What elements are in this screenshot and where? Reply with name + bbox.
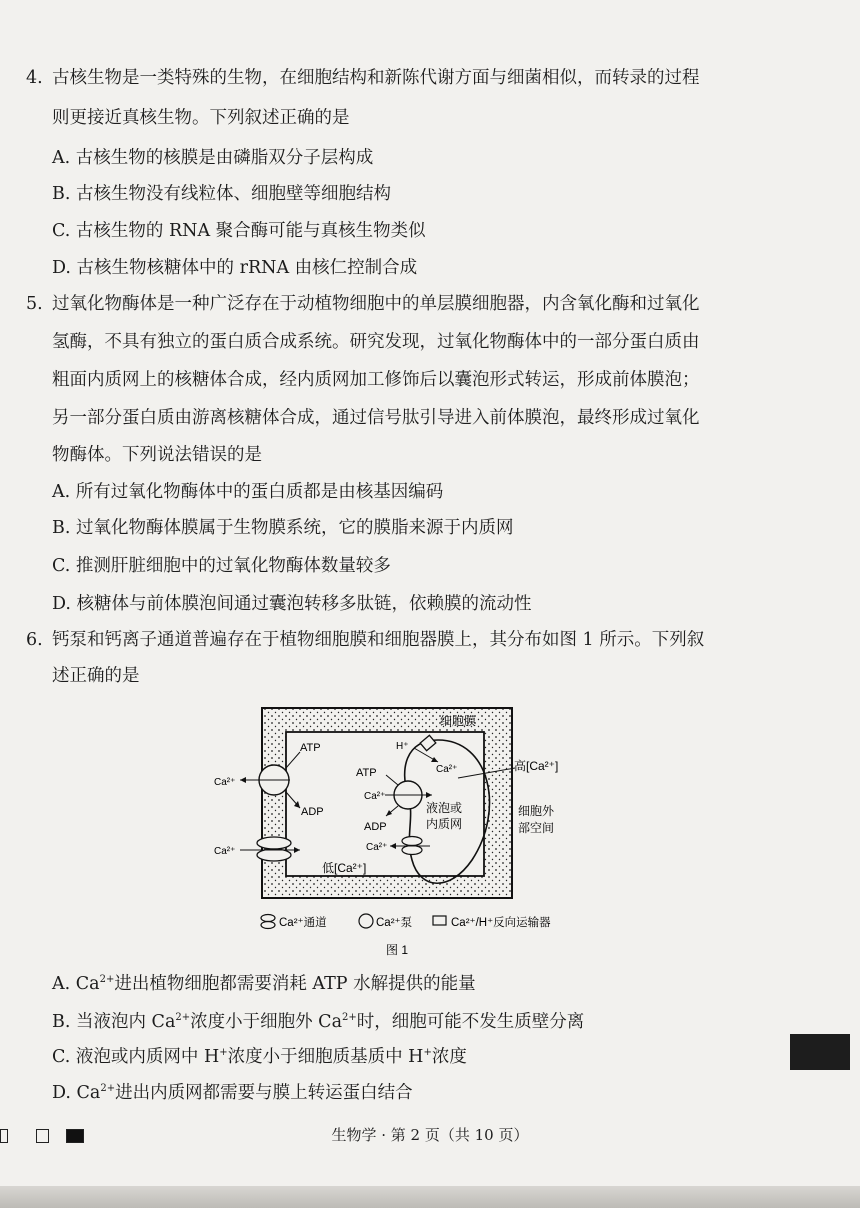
legend-channel-label: Ca²⁺通道 (279, 917, 327, 929)
question-6-option-a: A. $Ca^{2+}$进出植物细胞都需要消耗 ATP 水解提供的能量 (52, 974, 476, 994)
question-4-text-line-1: 古核生物是一类特殊的生物，在细胞结构和新陈代谢方面与细菌相似，而转录的过程 (52, 68, 700, 88)
label-ca-antiporter: Ca²⁺ (436, 764, 458, 775)
legend-antiporter-symbol (433, 916, 446, 925)
question-5-number: 5. (26, 294, 43, 314)
vacuole-calcium-channel-bottom (402, 846, 422, 855)
question-5-text-line-3: 粗面内质网上的核糖体合成，经内质网加工修饰后以囊泡形式转运，形成前体膜泡； (52, 370, 700, 390)
question-4-text-line-2: 则更接近真核生物。下列叙述正确的是 (52, 108, 350, 128)
label-ca-membrane-pump: Ca²⁺ (214, 777, 236, 788)
label-ca-vacuole-channel: Ca²⁺ (366, 842, 388, 853)
legend-pump-symbol (359, 914, 373, 928)
label-outside-line-1: 细胞外 (518, 804, 555, 818)
question-4-option-a: A. 古核生物的核膜是由磷脂双分子层构成 (52, 148, 374, 168)
label-h-antiporter: H⁺ (396, 741, 409, 752)
vacuole-calcium-channel-top (402, 837, 422, 846)
figure-caption: 图 1 (386, 943, 409, 957)
label-vacuole-line-1: 液泡或 (426, 801, 463, 815)
question-4-option-d: D. 古核生物核糖体中的 rRNA 由核仁控制合成 (52, 258, 418, 278)
membrane-calcium-channel-bottom (257, 849, 291, 861)
question-6-text-line-1: 钙泵和钙离子通道普遍存在于植物细胞膜和细胞器膜上，其分布如图 1 所示。下列叙 (52, 630, 705, 650)
question-5-option-d: D. 核糖体与前体膜泡间通过囊泡转移多肽链，依赖膜的流动性 (52, 594, 532, 614)
label-cell-membrane: 细胞膜 (440, 714, 477, 728)
question-6-text-line-2: 述正确的是 (52, 666, 140, 686)
label-adp-membrane: ADP (301, 806, 324, 818)
legend-antiporter-label: Ca²⁺/H⁺反向运输器 (451, 917, 551, 929)
question-6-option-b: B. 当液泡内 $Ca^{2+}$浓度小于细胞外 $Ca^{2+}$时，细胞可能不发生质壁分离 (52, 1012, 585, 1032)
question-5-option-a: A. 所有过氧化物酶体中的蛋白质都是由核基因编码 (52, 482, 444, 502)
label-atp-membrane: ATP (300, 742, 321, 754)
page-footer: 生物学 · 第 2 页（共 10 页） (331, 1126, 529, 1144)
legend-channel-symbol-top (261, 915, 275, 922)
label-low-calcium: 低[Ca²⁺] (322, 861, 367, 875)
question-5-option-c: C. 推测肝脏细胞中的过氧化物酶体数量较多 (52, 556, 391, 576)
label-adp-vacuole: ADP (364, 821, 387, 833)
scan-edge-block (790, 1034, 850, 1070)
label-ca-vacuole-pump: Ca²⁺ (364, 791, 386, 802)
legend-channel-symbol-bottom (261, 922, 275, 929)
question-5-text-line-1: 过氧化物酶体是一种广泛存在于动植物细胞中的单层膜细胞器，内含氧化酶和过氧化 (52, 294, 700, 314)
question-4-number: 4. (26, 68, 43, 88)
label-vacuole-line-2: 内质网 (426, 817, 463, 831)
question-4-option-c: C. 古核生物的 RNA 聚合酶可能与真核生物类似 (52, 221, 426, 241)
label-ca-membrane-channel: Ca²⁺ (214, 846, 236, 857)
label-atp-vacuole: ATP (356, 767, 377, 779)
label-high-calcium: 高[Ca²⁺] (514, 759, 559, 773)
question-5-text-line-2: 氢酶，不具有独立的蛋白质合成系统。研究发现，过氧化物酶体中的一部分蛋白质由 (52, 332, 700, 352)
question-5-option-b: B. 过氧化物酶体膜属于生物膜系统，它的膜脂来源于内质网 (52, 518, 514, 538)
figure-1-diagram (200, 700, 620, 970)
question-6-option-d: D. $Ca^{2+}$进出内质网都需要与膜上转运蛋白结合 (52, 1083, 413, 1103)
scan-bottom-shadow (0, 1186, 860, 1208)
question-4-option-b: B. 古核生物没有线粒体、细胞壁等细胞结构 (52, 184, 391, 204)
question-6-number: 6. (26, 630, 43, 650)
question-6-option-c: C. 液泡或内质网中 H+浓度小于细胞质基质中 H+浓度 (52, 1047, 467, 1067)
label-outside-line-2: 部空间 (518, 821, 555, 835)
question-5-text-line-4: 另一部分蛋白质由游离核糖体合成，通过信号肽引导进入前体膜泡，最终形成过氧化 (52, 408, 700, 428)
membrane-calcium-channel-top (257, 837, 291, 849)
legend-pump-label: Ca²⁺泵 (376, 917, 413, 929)
question-5-text-line-5: 物酶体。下列说法错误的是 (52, 445, 262, 465)
